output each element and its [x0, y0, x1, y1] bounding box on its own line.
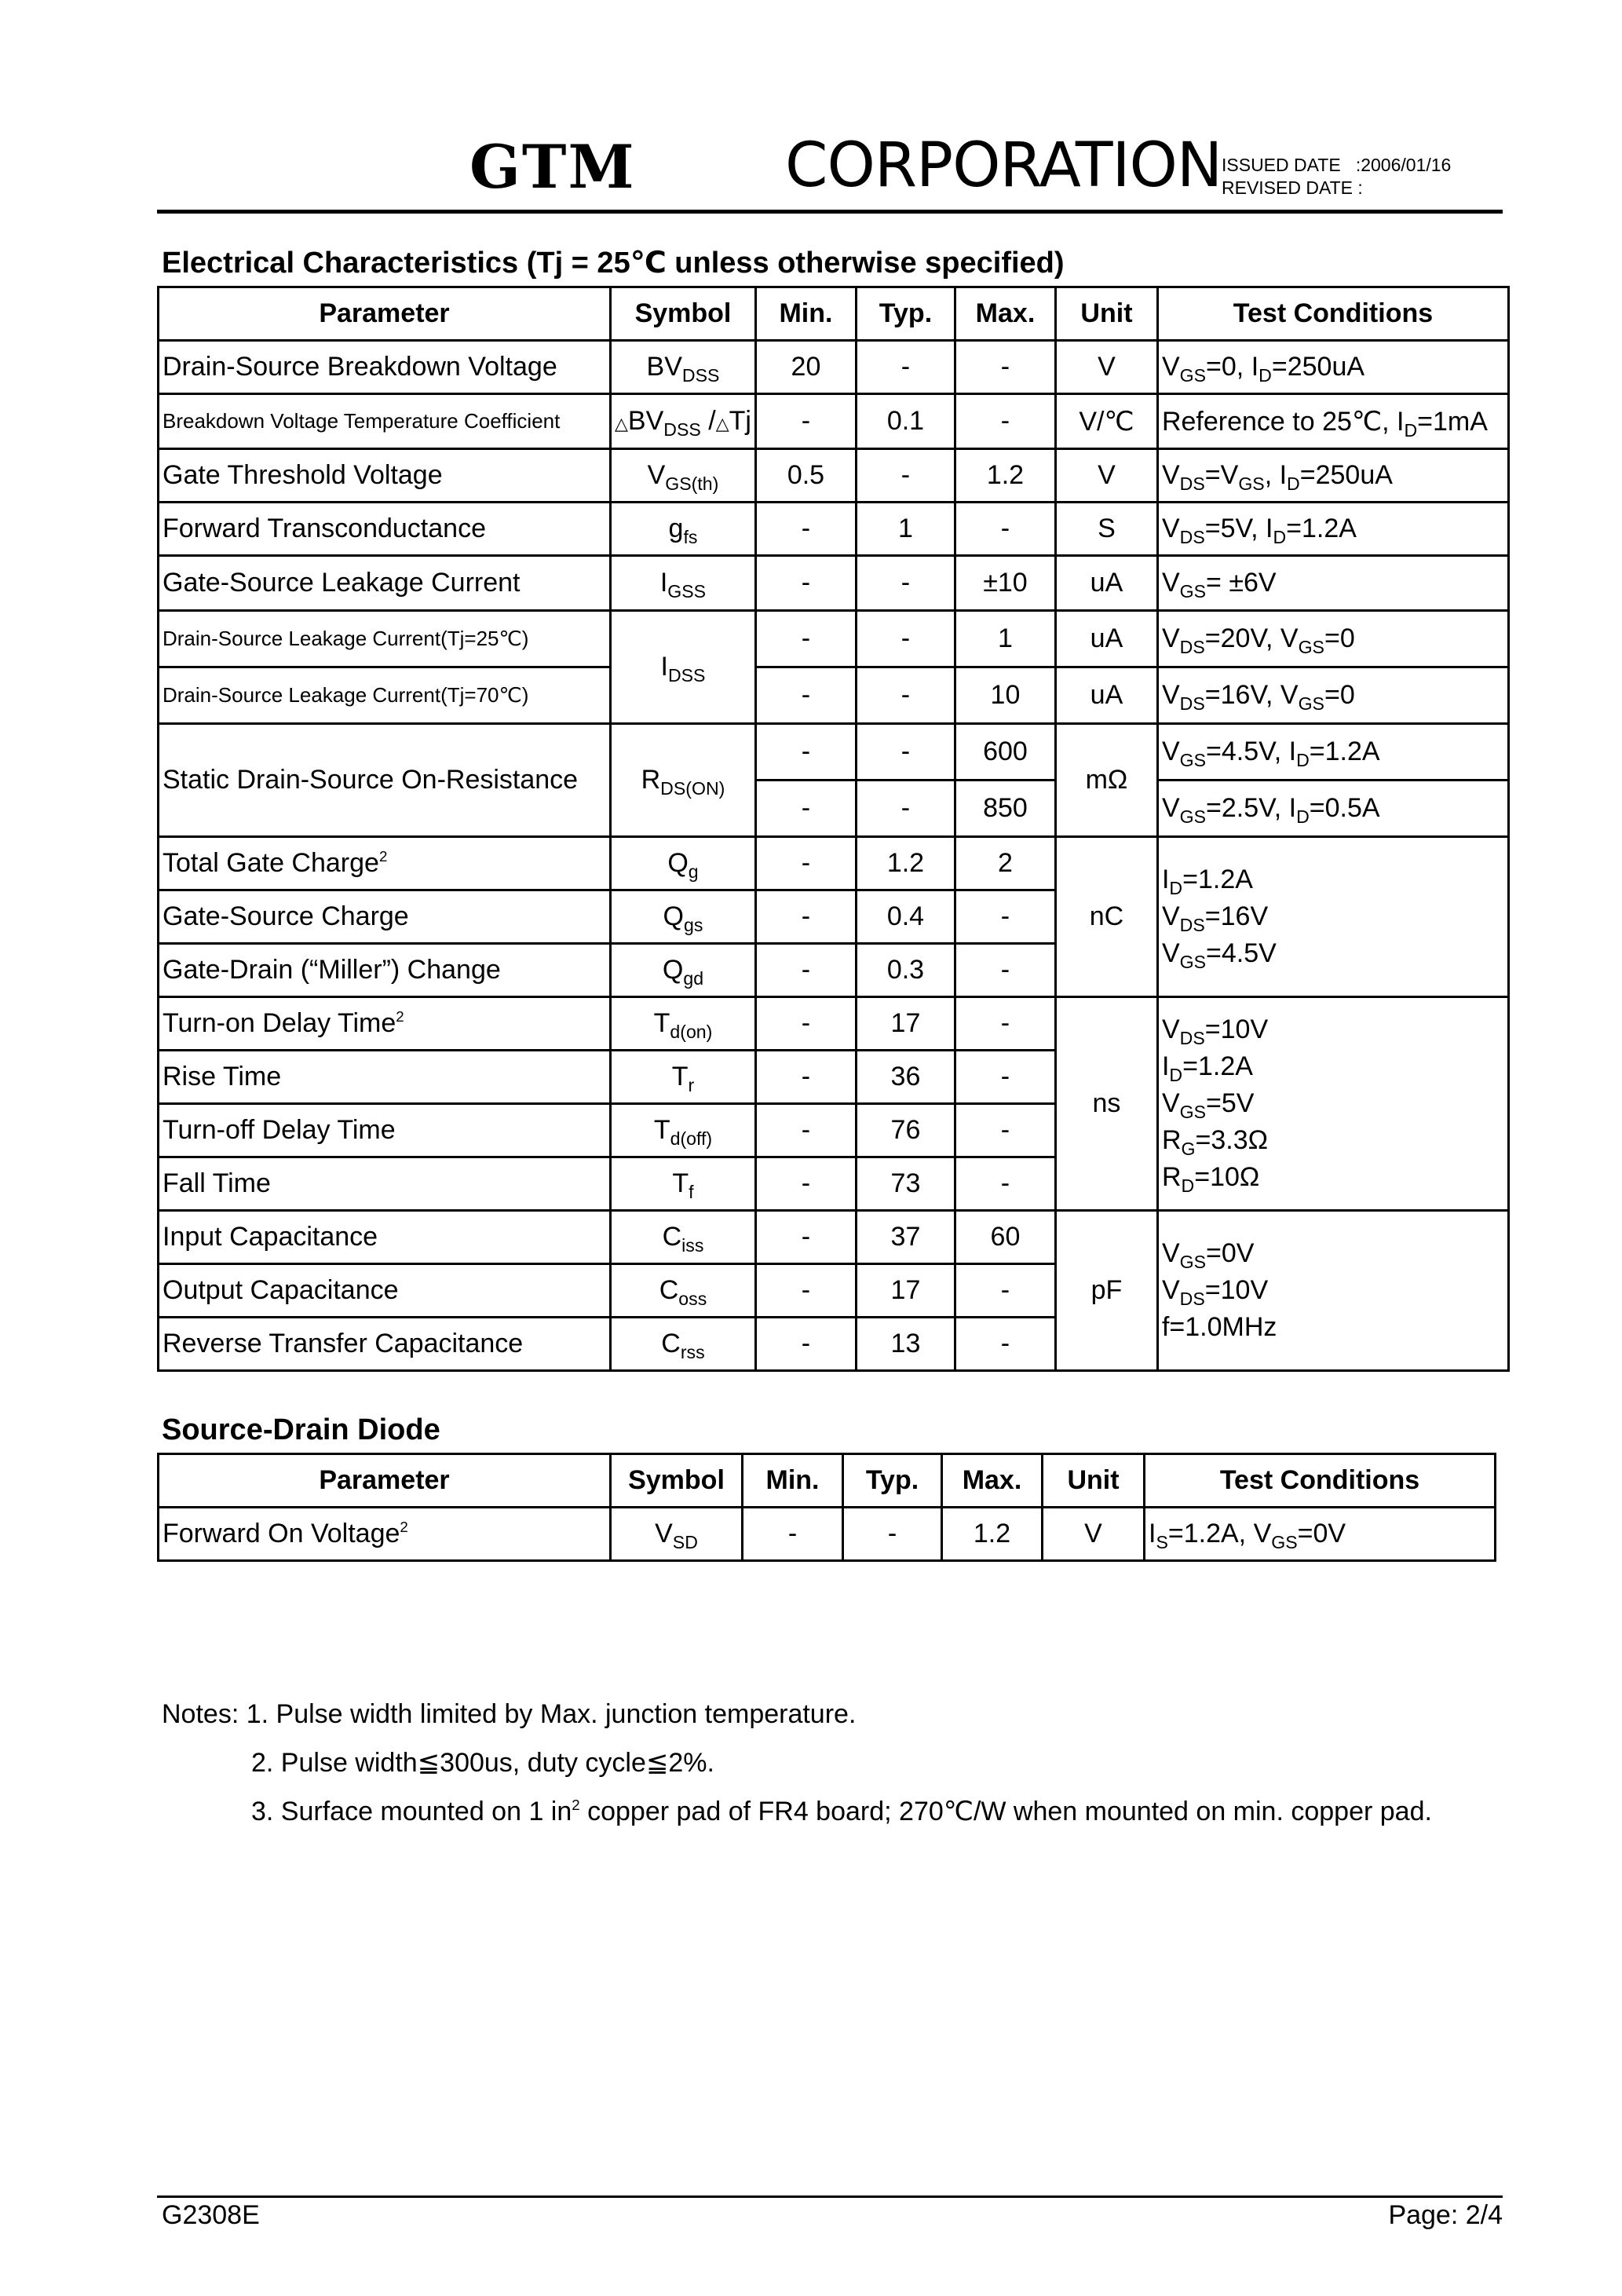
- issued-date-label: ISSUED DATE: [1222, 155, 1341, 175]
- corporation-title: CORPORATION: [785, 130, 1222, 201]
- symbol-cell: $Q_{gs}$: [611, 890, 756, 944]
- note-ref: 2: [396, 1007, 404, 1025]
- max-cell: -: [955, 1051, 1055, 1104]
- unit-cell: ns: [1055, 997, 1157, 1211]
- max-cell: -: [955, 1104, 1055, 1157]
- conditions-cell: $V_{GS}=4.5V$, $I_D=1.2A$: [1157, 724, 1508, 781]
- min-cell: -: [755, 1157, 856, 1211]
- max-cell: ±10: [955, 556, 1055, 611]
- param-cell: Gate-Source Charge: [159, 890, 611, 944]
- symbol-cell: $BV_{DSS}$: [611, 341, 756, 394]
- typ-cell: -: [856, 724, 955, 781]
- symbol-cell: $I_{DSS}$: [611, 611, 756, 724]
- table-row: [159, 1211, 1509, 1264]
- table-row: [159, 837, 1509, 890]
- typ-cell: 37: [856, 1211, 955, 1264]
- param-text: Forward On Voltage: [163, 1519, 400, 1548]
- unit-cell: V/℃: [1055, 394, 1157, 449]
- min-cell: -: [755, 1264, 856, 1318]
- symbol-cell: $V_{SD}$: [611, 1508, 743, 1561]
- param-cell: Rise Time: [159, 1051, 611, 1104]
- param-cell: Gate-Source Leakage Current: [159, 556, 611, 611]
- typ-cell: 76: [856, 1104, 955, 1157]
- unit-cell: mΩ: [1055, 724, 1157, 837]
- conditions-cell: $V_{DS}=V_{GS}$, $I_D=250uA$: [1157, 449, 1508, 503]
- param-cell: Output Capacitance: [159, 1264, 611, 1318]
- max-cell: 60: [955, 1211, 1055, 1264]
- min-cell: 20: [755, 341, 856, 394]
- table-row: [159, 611, 1509, 667]
- typ-cell: 0.4: [856, 890, 955, 944]
- param-cell: Reverse Transfer Capacitance: [159, 1318, 611, 1371]
- note-ref: 2: [378, 847, 388, 865]
- conditions-cell: $V_{DS}=20V$, $V_{GS}=0$: [1157, 611, 1508, 667]
- param-cell: Forward Transconductance: [159, 503, 611, 556]
- symbol-cell: $T_{d(off)}$: [611, 1104, 756, 1157]
- min-cell: -: [755, 890, 856, 944]
- header-test-conditions: Test Conditions: [1157, 287, 1508, 341]
- table-row: [159, 1508, 1496, 1561]
- max-cell: 1.2: [942, 1508, 1043, 1561]
- typ-cell: 1.2: [856, 837, 955, 890]
- min-cell: -: [743, 1508, 843, 1561]
- max-cell: -: [955, 1318, 1055, 1371]
- header-test-conditions: Test Conditions: [1145, 1454, 1496, 1508]
- header-typ: Typ.: [856, 287, 955, 341]
- header-parameter: Parameter: [159, 1454, 611, 1508]
- symbol-cell: $V_{GS(th)}$: [611, 449, 756, 503]
- note-2: 2. Pulse width≦300us, duty cycle≦2%.: [251, 1748, 714, 1778]
- note-1: Notes: 1. Pulse width limited by Max. junction temperature.: [162, 1699, 857, 1729]
- param-cell: Static Drain-Source On-Resistance: [159, 724, 611, 837]
- max-cell: 10: [955, 667, 1055, 724]
- document-dates: [1222, 154, 1451, 199]
- min-cell: -: [755, 781, 856, 837]
- param-cell: Drain-Source Breakdown Voltage: [159, 341, 611, 394]
- table-row: [159, 341, 1509, 394]
- typ-cell: -: [856, 449, 955, 503]
- typ-cell: -: [856, 667, 955, 724]
- max-cell: 1: [955, 611, 1055, 667]
- min-cell: -: [755, 667, 856, 724]
- header-unit: Unit: [1043, 1454, 1145, 1508]
- symbol-cell: $T_{d(on)}$: [611, 997, 756, 1051]
- conditions-cell: $V_{GS}=2.5V$, $I_D=0.5A$: [1157, 781, 1508, 837]
- symbol-cell: $Q_{gd}$: [611, 944, 756, 997]
- param-cell: Gate Threshold Voltage: [159, 449, 611, 503]
- table-row: [159, 503, 1509, 556]
- header-max: Max.: [942, 1454, 1043, 1508]
- unit-cell: V: [1055, 449, 1157, 503]
- min-cell: -: [755, 837, 856, 890]
- table-row: [159, 556, 1509, 611]
- param-cell: Drain-Source Leakage Current(Tj=70℃): [159, 667, 611, 724]
- note-3: [162, 1787, 1432, 1836]
- table-row: [159, 667, 1509, 724]
- param-text: Turn-on Delay Time: [163, 1008, 396, 1038]
- max-cell: -: [955, 997, 1055, 1051]
- symbol-cell: $C_{iss}$: [611, 1211, 756, 1264]
- max-cell: 2: [955, 837, 1055, 890]
- min-cell: -: [755, 724, 856, 781]
- typ-cell: 17: [856, 1264, 955, 1318]
- header-parameter: Parameter: [159, 287, 611, 341]
- note-3-text-a: 3. Surface mounted on 1 in: [251, 1797, 572, 1826]
- issued-date-value: :2006/01/16: [1355, 155, 1452, 175]
- max-cell: -: [955, 503, 1055, 556]
- conditions-cell: $V_{DS}=5V$, $I_D=1.2A$: [1157, 503, 1508, 556]
- param-cell: Fall Time: [159, 1157, 611, 1211]
- table-row: [159, 449, 1509, 503]
- revised-date-label: REVISED DATE :: [1222, 177, 1363, 198]
- param-cell: [159, 837, 611, 890]
- unit-cell: S: [1055, 503, 1157, 556]
- header-divider: [157, 210, 1503, 214]
- conditions-cell: $V_{DS}=10V$ $I_D=1.2A$ $V_{GS}=5V$ $R_G=3.3\Omega$ $R_D=10\Omega$: [1157, 997, 1508, 1211]
- symbol-cell: $Q_g$: [611, 837, 756, 890]
- min-cell: -: [755, 394, 856, 449]
- electrical-characteristics-title: Electrical Characteristics (Tj = 25℃ unless otherwise specified): [162, 247, 1065, 280]
- unit-cell: pF: [1055, 1211, 1157, 1371]
- header-symbol: Symbol: [611, 1454, 743, 1508]
- max-cell: -: [955, 341, 1055, 394]
- min-cell: -: [755, 997, 856, 1051]
- source-drain-diode-title: Source-Drain Diode: [162, 1413, 440, 1446]
- max-cell: 1.2: [955, 449, 1055, 503]
- symbol-cell: $T_f$: [611, 1157, 756, 1211]
- symbol-cell: $\triangle BV_{DSS}$ /△Tj: [611, 394, 756, 449]
- notes-section: [162, 1690, 1432, 1836]
- unit-cell: uA: [1055, 667, 1157, 724]
- param-text: Total Gate Charge: [163, 848, 379, 878]
- min-cell: -: [755, 556, 856, 611]
- symbol-cell: $g_{fs}$: [611, 503, 756, 556]
- typ-cell: 73: [856, 1157, 955, 1211]
- page-number: Page: 2/4: [1388, 2200, 1503, 2230]
- symbol-cell: $I_{GSS}$: [611, 556, 756, 611]
- header-min: Min.: [755, 287, 856, 341]
- brand-logo: GTM: [469, 132, 636, 202]
- max-cell: 600: [955, 724, 1055, 781]
- conditions-cell: $V_{GS}=0V$ $V_{DS}=10V$ f=1.0MHz: [1157, 1211, 1508, 1371]
- header-min: Min.: [743, 1454, 843, 1508]
- unit-cell: uA: [1055, 611, 1157, 667]
- param-cell: Breakdown Voltage Temperature Coefficient: [159, 394, 611, 449]
- min-cell: -: [755, 1318, 856, 1371]
- symbol-cell: $C_{rss}$: [611, 1318, 756, 1371]
- note-3-text-b: copper pad of FR4 board; 270℃/W when mounted on min. copper pad.: [579, 1797, 1432, 1826]
- table-row: [159, 394, 1509, 449]
- min-cell: -: [755, 503, 856, 556]
- min-cell: 0.5: [755, 449, 856, 503]
- conditions-cell: Reference to 25℃, $I_D=1mA$: [1157, 394, 1508, 449]
- symbol-cell: $C_{oss}$: [611, 1264, 756, 1318]
- electrical-characteristics-table: [157, 286, 1510, 1372]
- max-cell: -: [955, 944, 1055, 997]
- max-cell: -: [955, 1157, 1055, 1211]
- param-cell: [159, 1508, 611, 1561]
- typ-cell: -: [856, 781, 955, 837]
- param-cell: Drain-Source Leakage Current(Tj=25℃): [159, 611, 611, 667]
- min-cell: -: [755, 944, 856, 997]
- conditions-cell: $I_D=1.2A$ $V_{DS}=16V$ $V_{GS}=4.5V$: [1157, 837, 1508, 997]
- typ-cell: 0.1: [856, 394, 955, 449]
- header-max: Max.: [955, 287, 1055, 341]
- typ-cell: -: [856, 556, 955, 611]
- table-row: [159, 724, 1509, 781]
- table-header-row: [159, 287, 1509, 341]
- symbol-cell: $R_{DS(ON)}$: [611, 724, 756, 837]
- unit-cell: V: [1043, 1508, 1145, 1561]
- typ-cell: 17: [856, 997, 955, 1051]
- source-drain-diode-table: [157, 1453, 1496, 1562]
- conditions-cell: $I_S=1.2A$, $V_{GS}=0V$: [1145, 1508, 1496, 1561]
- param-cell: Turn-off Delay Time: [159, 1104, 611, 1157]
- typ-cell: 13: [856, 1318, 955, 1371]
- unit-cell: V: [1055, 341, 1157, 394]
- param-cell: [159, 997, 611, 1051]
- conditions-cell: $V_{GS}= \pm 6V$: [1157, 556, 1508, 611]
- max-cell: -: [955, 394, 1055, 449]
- unit-cell: uA: [1055, 556, 1157, 611]
- header-unit: Unit: [1055, 287, 1157, 341]
- conditions-cell: $V_{DS}=16V$, $V_{GS}=0$: [1157, 667, 1508, 724]
- note-ref: 2: [400, 1518, 408, 1535]
- header-symbol: Symbol: [611, 287, 756, 341]
- unit-cell: nC: [1055, 837, 1157, 997]
- footer-divider: [157, 2195, 1503, 2198]
- typ-cell: 0.3: [856, 944, 955, 997]
- table-header-row: [159, 1454, 1496, 1508]
- note-3-superscript: 2: [572, 1796, 580, 1813]
- min-cell: -: [755, 611, 856, 667]
- conditions-cell: $V_{GS}=0$, $I_D=250uA$: [1157, 341, 1508, 394]
- max-cell: 850: [955, 781, 1055, 837]
- typ-cell: 36: [856, 1051, 955, 1104]
- part-number: G2308E: [162, 2200, 260, 2230]
- max-cell: -: [955, 1264, 1055, 1318]
- header-typ: Typ.: [843, 1454, 942, 1508]
- min-cell: -: [755, 1104, 856, 1157]
- param-cell: Gate-Drain (“Miller”) Change: [159, 944, 611, 997]
- min-cell: -: [755, 1211, 856, 1264]
- table-row: [159, 997, 1509, 1051]
- typ-cell: -: [843, 1508, 942, 1561]
- max-cell: -: [955, 890, 1055, 944]
- typ-cell: -: [856, 341, 955, 394]
- symbol-cell: $T_r$: [611, 1051, 756, 1104]
- typ-cell: -: [856, 611, 955, 667]
- min-cell: -: [755, 1051, 856, 1104]
- param-cell: Input Capacitance: [159, 1211, 611, 1264]
- typ-cell: 1: [856, 503, 955, 556]
